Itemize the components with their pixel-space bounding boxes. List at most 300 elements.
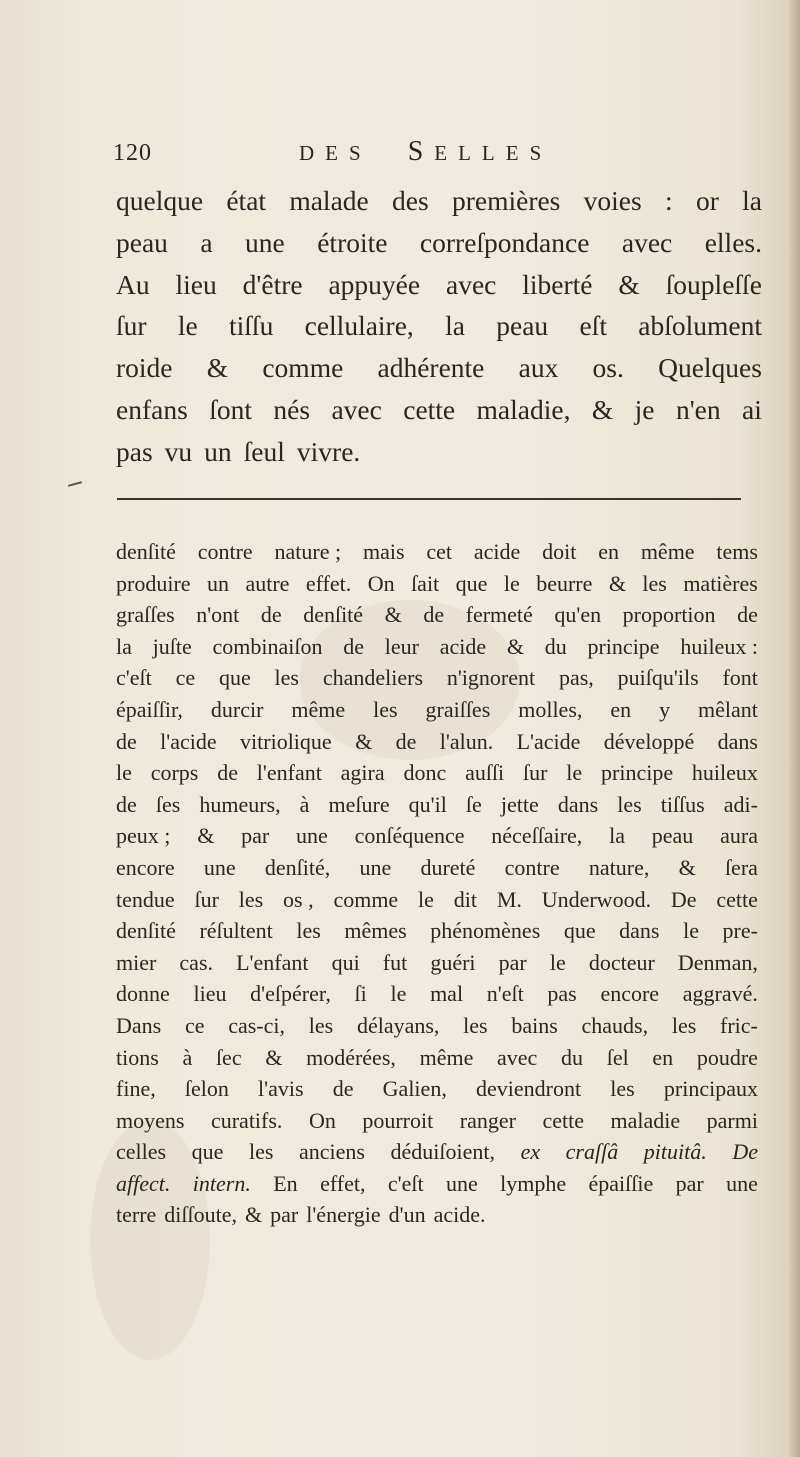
main-text-word: cette (403, 393, 456, 425)
page-number: 120 (113, 140, 152, 166)
footnote-line (116, 599, 758, 631)
footnote-word: cas. (179, 949, 214, 975)
footnote-word: affect. (116, 1170, 171, 1196)
footnote-word: & (197, 823, 215, 849)
footnote-word: ſur (194, 886, 219, 912)
main-text-word: le (177, 310, 198, 342)
footnote-word: c'eſt (116, 665, 152, 691)
main-text-word: ſont (209, 393, 252, 425)
footnote-word: & (355, 728, 373, 754)
footnote-word: même (419, 1044, 474, 1070)
footnote-word: L'enfant (236, 949, 309, 975)
footnote-word: ſait (411, 570, 440, 596)
footnote-line (116, 1136, 758, 1168)
footnote-word: ſel (606, 1044, 629, 1070)
footnote-word: le (549, 949, 566, 975)
footnote-word: déduiſoient, (390, 1139, 496, 1165)
main-text-word: vivre. (296, 435, 361, 467)
footnote-word: à (182, 1044, 193, 1070)
footnote-line (116, 820, 758, 852)
footnote-word: & (678, 854, 696, 880)
footnote-word: développé (603, 728, 695, 754)
footnote-word: un (206, 570, 229, 596)
footnote-line (116, 1105, 758, 1137)
footnote-line (116, 757, 758, 789)
footnote-word: Denman, (677, 949, 758, 975)
footnote-word: du (561, 1044, 584, 1070)
footnote-word: nature ; (274, 539, 342, 564)
page-header (113, 136, 673, 176)
footnote-word: En (273, 1170, 298, 1196)
footnote-word: donc (403, 760, 447, 786)
footnote-word: pourroit (362, 1107, 434, 1133)
footnote-word: n'ont (196, 602, 240, 628)
main-text-word: des (392, 185, 429, 216)
footnote-word: Galien, (382, 1076, 447, 1102)
footnote-word: molles, (518, 696, 583, 722)
main-text-word: ſoupleſſe (665, 268, 762, 300)
footnote-word: de (332, 1076, 354, 1102)
footnote-word: les (463, 1012, 488, 1038)
footnote-word: de (343, 633, 364, 659)
running-head (299, 136, 552, 168)
footnote-word: conſéquence (354, 823, 465, 849)
footnote-line (116, 536, 758, 568)
footnote-word: proportion (622, 602, 716, 628)
footnote-line (116, 726, 758, 758)
footnote-word: dureté (420, 854, 476, 880)
footnote-word: encore (116, 854, 175, 880)
footnote-word: pas (547, 981, 577, 1007)
footnote-word: effet, (320, 1170, 366, 1196)
main-text-word: aux (518, 352, 559, 384)
footnote-word: cette (716, 886, 758, 912)
running-head-text (299, 136, 552, 167)
footnote-word: l'énergie (306, 1202, 381, 1228)
footnote-word: ex (520, 1139, 541, 1165)
footnote-word: lymphe (500, 1170, 567, 1196)
footnote-word: n'ignorent (446, 665, 536, 691)
footnote-word: à (299, 791, 310, 817)
footnote-word: y (659, 696, 671, 722)
footnote-word: ſera (724, 854, 758, 880)
footnote-word: guéri (430, 949, 476, 975)
footnote-word: craſſâ (565, 1139, 619, 1165)
main-text-word: & (206, 352, 229, 384)
footnote-word: adi- (723, 791, 758, 817)
footnote-word: les (617, 791, 642, 817)
footnote-word: comme (333, 886, 399, 912)
main-text-word: voies (583, 185, 642, 216)
footnote-word: pituitâ. (643, 1139, 707, 1165)
footnote-line (116, 852, 758, 884)
footnote-word: même (291, 696, 346, 722)
footnote-word: réſultent (199, 918, 273, 944)
footnote-word: dans (557, 791, 599, 817)
footnote-word: aura (720, 823, 758, 849)
main-text-word: avec (445, 268, 497, 300)
main-text-word: avec (621, 226, 673, 258)
footnote-word: dit (453, 886, 477, 912)
footnote-word: en (652, 1044, 674, 1070)
footnote-word: graſſes (116, 602, 175, 628)
footnote-word: les (308, 1012, 334, 1038)
footnote-word: de (217, 760, 238, 786)
main-text-word: peau (116, 226, 168, 258)
footnote-word: cet (426, 539, 453, 564)
main-text-word: état (226, 185, 267, 216)
main-text-word: ſeul (243, 435, 285, 467)
footnote-word: que (563, 918, 596, 944)
footnote-word: l'enfant (256, 760, 322, 786)
footnote-word: c'eſt (387, 1170, 424, 1196)
footnote-word: anciens (299, 1139, 365, 1165)
footnote-word: font (722, 665, 758, 691)
footnote-word: poudre (696, 1044, 758, 1070)
footnote-word: docteur (588, 949, 655, 975)
footnote-line (116, 1168, 758, 1200)
footnote-word: une (359, 854, 392, 880)
footnote-word: matières (683, 570, 758, 596)
footnote-line (116, 694, 758, 726)
footnote-line (116, 1199, 758, 1231)
footnote-word: les (610, 1076, 635, 1102)
footnote-word: mêmes (344, 918, 407, 944)
footnote-word: os , (283, 886, 314, 912)
footnote-word: mal (430, 981, 464, 1007)
main-text-word: malade (289, 185, 369, 216)
footnote-line (116, 978, 758, 1010)
footnote-word: le (566, 760, 583, 786)
footnote-word: nature, (588, 854, 650, 880)
footnote-word: une (726, 1170, 758, 1196)
footnote-word: & (245, 1202, 263, 1228)
main-text-word: avec (331, 393, 382, 425)
footnote-word: d'eſpérer, (250, 981, 331, 1007)
main-text-word: n'en (675, 393, 721, 425)
footnote-word: jette (500, 791, 539, 817)
footnote-word: ranger (459, 1107, 516, 1133)
running-head-word: SELLES (407, 136, 553, 167)
footnote-word: les (642, 570, 667, 596)
footnote-word: contre (504, 854, 560, 880)
footnote-word: n'eſt (486, 981, 524, 1007)
footnote-word: pas, (558, 665, 594, 691)
footnote-word: par (675, 1170, 704, 1196)
footnote-word: corps (150, 760, 199, 786)
footnote-word: néceſſaire, (491, 823, 583, 849)
main-text-word: roide (116, 352, 173, 384)
margin-mark (68, 481, 82, 487)
main-text-word: enfans (116, 393, 188, 425)
main-text-word: premières (451, 185, 561, 216)
main-text-word: la (742, 185, 762, 216)
footnote-word: les (248, 1139, 274, 1165)
footnote-word: peau (651, 823, 694, 849)
footnote-word: qu'il (408, 791, 447, 817)
footnote-word: cas-ci, (228, 1012, 286, 1038)
footnote-word: Dans (116, 1012, 162, 1038)
footnote-word: encore (600, 981, 660, 1007)
footnote-word: chandeliers (322, 665, 424, 691)
main-text-word: comme (262, 352, 344, 384)
main-text-word: Quelques (658, 352, 762, 384)
footnote-word: terre (116, 1202, 157, 1228)
main-text-word: liberté (522, 268, 593, 300)
footnote-word: les (296, 918, 321, 944)
main-text-word: pas (116, 435, 153, 467)
footnote-line (116, 947, 758, 979)
footnote-word: la (116, 633, 132, 659)
main-text-block (116, 180, 762, 473)
footnote-word: l'avis (258, 1076, 304, 1102)
main-text-word: quelque (116, 185, 204, 216)
footnote-word: le (418, 886, 434, 912)
footnote-word: aggravé. (682, 981, 758, 1007)
main-text-word: & (591, 393, 614, 425)
footnote-word: par (241, 823, 270, 849)
footnote-word: tendue (116, 886, 175, 912)
footnote-word: phénomènes (430, 918, 541, 944)
footnote-line (116, 631, 758, 663)
main-text-word: correſpondance (419, 226, 590, 258)
footnote-word: tems (716, 539, 758, 564)
footnote-word: ſec (215, 1044, 242, 1070)
footnote-word: On (308, 1107, 336, 1133)
footnote-word: parmi (706, 1107, 758, 1133)
footnote-line (116, 884, 758, 916)
footnote-word: M. (496, 886, 522, 912)
footnote-word: qu'en (554, 602, 602, 628)
footnote-word: principe (587, 633, 660, 659)
main-text-word: : (665, 185, 673, 216)
footnote-word: agira (340, 760, 385, 786)
footnote-word: graiſſes (425, 696, 491, 722)
footnote-word: ſe (465, 791, 482, 817)
main-text-word: étroite (317, 226, 388, 258)
footnote-word: en (598, 539, 619, 564)
footnote-word: délayans, (356, 1012, 440, 1038)
footnote-word: une (445, 1170, 478, 1196)
footnote-word: intern. (192, 1170, 251, 1196)
footnote-word: lieu (193, 981, 227, 1007)
main-text-word: cellulaire, (304, 310, 414, 342)
footnote-word: juſte (152, 633, 192, 659)
footnote-text-block (116, 536, 758, 1231)
footnote-word: ſi (354, 981, 367, 1007)
main-text-line (116, 264, 762, 306)
footnote-word: que (191, 1139, 224, 1165)
footnote-word: par (498, 949, 527, 975)
footnote-line (116, 568, 758, 600)
footnote-word: les (671, 1012, 697, 1038)
main-text-line (116, 431, 762, 473)
footnote-word: moyens (116, 1107, 185, 1133)
main-text-line (116, 180, 762, 222)
footnote-line (116, 662, 758, 694)
footnote-word: principe (601, 760, 674, 786)
footnote-word: dans (619, 918, 660, 944)
footnote-word: les (238, 886, 264, 912)
footnote-word: & (608, 570, 626, 596)
footnote-word: mier (116, 949, 157, 975)
footnote-word: beurre (536, 570, 593, 596)
footnote-word: épaiſſie (588, 1170, 654, 1196)
footnote-word: de (395, 728, 417, 754)
footnote-word: bains (511, 1012, 558, 1038)
main-text-word: ai (742, 393, 762, 425)
footnote-word: que (455, 570, 488, 596)
footnote-word: huileux : (680, 633, 758, 659)
footnote-word: principaux (663, 1076, 758, 1102)
main-text-word: abſolument (638, 310, 762, 342)
footnote-word: De (732, 1139, 758, 1165)
footnote-word: par (270, 1202, 299, 1228)
footnote-word: qui (331, 949, 360, 975)
footnote-word: De (670, 886, 697, 912)
footnote-word: la (609, 823, 625, 849)
footnote-word: contre (197, 539, 253, 564)
footnote-word: durcir (210, 696, 264, 722)
footnote-word: effet. (305, 570, 352, 596)
main-text-word: une (245, 226, 285, 258)
main-text-word: elles. (704, 226, 762, 258)
footnote-word: acide (439, 633, 487, 659)
footnote-line (116, 915, 758, 947)
footnote-word: cette (542, 1107, 584, 1133)
footnote-word: curatifs. (210, 1107, 283, 1133)
footnote-word: une (203, 854, 236, 880)
footnote-word: ce (175, 665, 196, 691)
footnote-word: modérées, (306, 1044, 396, 1070)
footnote-word: denſité (303, 602, 364, 628)
footnote-word: fric- (720, 1012, 758, 1038)
footnote-word: une (296, 823, 328, 849)
main-text-word: je (634, 393, 655, 425)
main-text-word: d'être (242, 268, 303, 300)
footnote-word: le (390, 981, 407, 1007)
main-text-word: & (618, 268, 640, 300)
footnote-word: les (274, 665, 299, 691)
footnote-word: On (367, 570, 395, 596)
footnote-word: deviendront (476, 1076, 582, 1102)
main-text-word: vu (164, 435, 193, 467)
footnote-word: fermeté (465, 602, 533, 628)
footnote-word: celles (116, 1139, 167, 1165)
main-text-word: la (445, 310, 465, 342)
main-text-word: Au (116, 268, 150, 300)
footnote-word: autre (245, 570, 290, 596)
footnote-line (116, 1073, 758, 1105)
footnote-word: avec (497, 1044, 538, 1070)
footnote-word: les (373, 696, 398, 722)
footnote-word: de (423, 602, 445, 628)
footnote-word: tiſſus (660, 791, 705, 817)
footnote-word: de (737, 602, 758, 628)
footnote-word: chauds, (581, 1012, 649, 1038)
footnote-word: leur (384, 633, 419, 659)
footnote-word: humeurs, (199, 791, 281, 817)
footnote-word: combinaiſon (212, 633, 323, 659)
footnote-word: ſur (523, 760, 548, 786)
footnote-word: pre- (722, 918, 758, 944)
running-head-word: DES (299, 141, 372, 165)
footnote-word: épaiſſir, (116, 696, 183, 722)
footnote-word: L'acide (516, 728, 581, 754)
footnote-word: dans (717, 728, 758, 754)
footnote-word: le (683, 918, 699, 944)
footnote-word: du (544, 633, 567, 659)
footnote-word: denſité (116, 539, 176, 564)
footnote-word: de (260, 602, 282, 628)
footnote-word: Underwood. (541, 886, 652, 912)
footnote-line (116, 789, 758, 821)
footnote-word: & (265, 1044, 283, 1070)
footnote-word: fut (382, 949, 408, 975)
footnote-separator-rule (117, 498, 741, 500)
footnote-word: que (218, 665, 251, 691)
main-text-word: nés (273, 393, 311, 425)
footnote-word: d'un (388, 1202, 426, 1228)
footnote-word: en (610, 696, 632, 722)
footnote-word: ce (184, 1012, 205, 1038)
main-text-line (116, 347, 762, 389)
footnote-word: ſes (155, 791, 181, 817)
main-text-word: maladie, (476, 393, 571, 425)
main-text-word: adhérente (377, 352, 485, 384)
footnote-word: même (640, 539, 695, 564)
footnote-word: denſité, (264, 854, 331, 880)
main-text-line (116, 305, 762, 347)
footnote-word: vitriolique (240, 728, 332, 754)
footnote-word: auſſi (465, 760, 505, 786)
main-text-line (116, 222, 762, 264)
main-text-word: a (200, 226, 213, 258)
footnote-word: acide. (433, 1202, 486, 1228)
footnote-word: fine, (116, 1076, 156, 1102)
footnote-word: le (116, 760, 132, 786)
footnote-word: peux ; (116, 823, 171, 849)
footnote-word: de (116, 728, 137, 754)
main-text-line (116, 389, 762, 431)
footnote-word: ſelon (184, 1076, 229, 1102)
main-text-word: appuyée (328, 268, 421, 300)
footnote-word: donne (116, 981, 170, 1007)
footnote-word: puiſqu'ils (617, 665, 699, 691)
footnote-word: le (503, 570, 520, 596)
footnote-word: huileux (691, 760, 758, 786)
footnote-word: l'alun. (439, 728, 494, 754)
main-text-word: eſt (579, 310, 607, 342)
footnote-word: denſité (116, 918, 176, 944)
footnote-word: mêlant (698, 696, 758, 722)
footnote-word: de (116, 791, 137, 817)
footnote-word: meſure (328, 791, 390, 817)
footnote-line (116, 1010, 758, 1042)
footnote-word: produire (116, 570, 191, 596)
main-text-word: ſur (116, 310, 147, 342)
footnote-line (116, 1042, 758, 1074)
footnote-word: mais (362, 539, 405, 564)
main-text-word: tiſſu (229, 310, 274, 342)
footnote-word: maladie (610, 1107, 681, 1133)
footnote-word: diſſoute, (164, 1202, 238, 1228)
footnote-word: tions (116, 1044, 159, 1070)
main-text-word: un (204, 435, 232, 467)
main-text-word: os. (592, 352, 624, 384)
main-text-word: peau (496, 310, 549, 342)
footnote-word: doit (542, 539, 577, 564)
